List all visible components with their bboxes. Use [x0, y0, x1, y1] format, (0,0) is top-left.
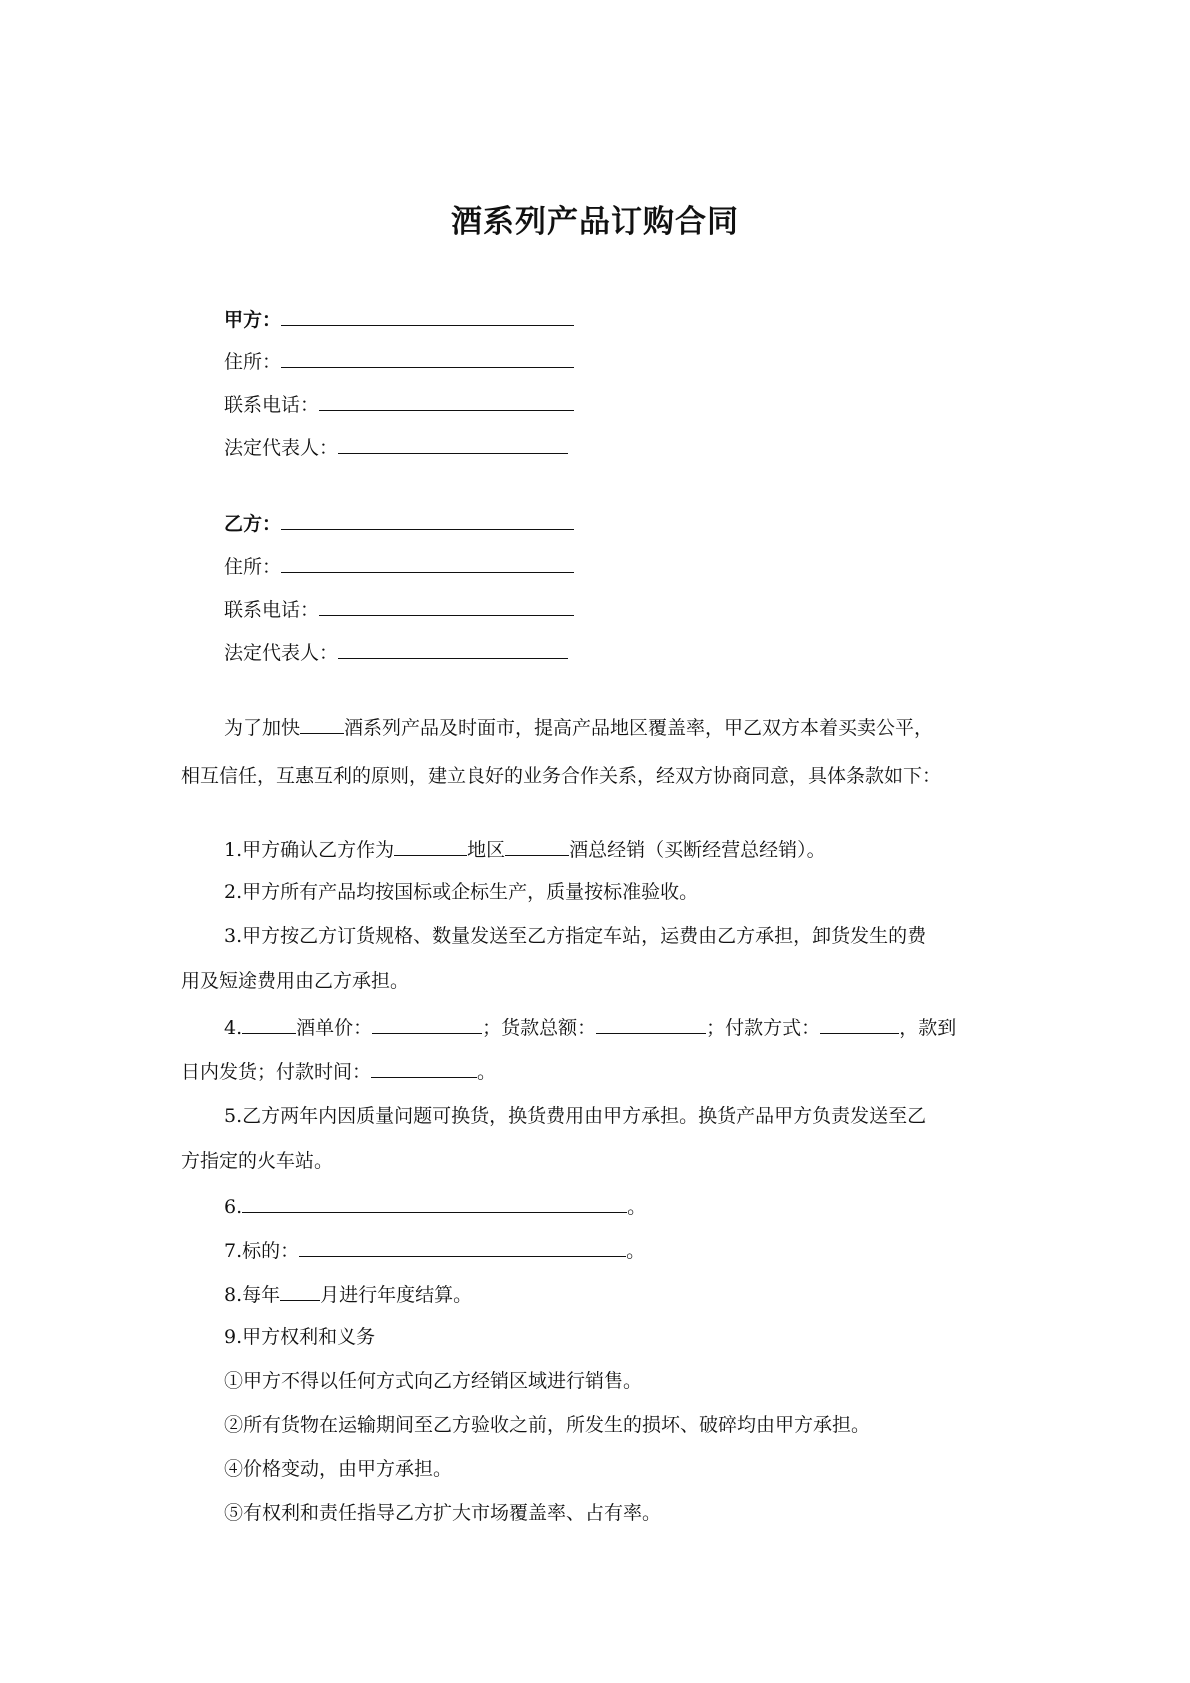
party-b-phone-blank[interactable] — [319, 596, 574, 616]
clause-1-text-c: 酒总经销（买断经营总经销）。 — [569, 839, 826, 861]
clause-4-line-1 — [224, 1014, 956, 1040]
clause-8 — [224, 1281, 472, 1307]
party-b-name-label: 乙方： — [224, 513, 282, 535]
party-b-name-line — [224, 510, 574, 536]
clause-9-heading: 9.甲方权利和义务 — [224, 1326, 376, 1348]
party-b-rep-label: 法定代表人： — [224, 642, 339, 664]
clause-1-region-blank[interactable] — [394, 836, 467, 856]
party-b-rep-line — [224, 639, 568, 665]
party-a-phone-line — [224, 391, 574, 417]
clause-9-item-5: ⑤有权利和责任指导乙方扩大市场覆盖率、占有率。 — [224, 1502, 662, 1524]
party-a-address-line — [224, 348, 574, 374]
clause-5-line-2: 方指定的火车站。 — [181, 1150, 334, 1172]
clause-4-text-b: 酒单价： — [296, 1017, 373, 1039]
clause-6-text-a: 6. — [224, 1196, 243, 1218]
clause-7-text-a: 7.标的： — [224, 1240, 300, 1262]
party-a-phone-label: 联系电话： — [224, 394, 320, 416]
clause-3-line-2: 用及短途费用由乙方承担。 — [181, 970, 410, 992]
clause-1-product-blank[interactable] — [505, 836, 569, 856]
party-a-rep-label: 法定代表人： — [224, 437, 339, 459]
party-a-address-blank[interactable] — [281, 348, 574, 368]
clause-8-text-a: 8.每年 — [224, 1284, 281, 1306]
clause-4-text-g: 。 — [477, 1061, 497, 1083]
intro-brand-blank[interactable] — [300, 714, 344, 734]
clause-8-month-blank[interactable] — [280, 1281, 320, 1301]
party-b-rep-blank[interactable] — [338, 639, 568, 659]
party-a-phone-blank[interactable] — [319, 391, 574, 411]
party-a-name-line — [224, 306, 574, 332]
party-a-name-blank[interactable] — [281, 306, 574, 326]
clause-4-line-2 — [181, 1058, 496, 1084]
intro-line-1 — [224, 714, 933, 740]
page-title: 酒系列产品订购合同 — [451, 204, 739, 240]
clause-7-blank[interactable] — [299, 1237, 626, 1257]
clause-4-text-a: 4. — [224, 1017, 243, 1039]
clause-4-price-blank[interactable] — [372, 1014, 482, 1034]
party-b-address-blank[interactable] — [281, 553, 574, 573]
intro-prefix: 为了加快 — [224, 717, 301, 739]
clause-2: 2.甲方所有产品均按国标或企标生产，质量按标准验收。 — [224, 881, 699, 903]
clause-4-text-e: ，款到 — [899, 1017, 957, 1039]
clause-6 — [224, 1193, 646, 1219]
party-a-rep-line — [224, 434, 568, 460]
clause-1-text-b: 地区 — [467, 839, 506, 861]
clause-4-text-f: 日内发货；付款时间： — [181, 1061, 372, 1083]
intro-line-2: 相互信任，互惠互利的原则，建立良好的业务合作关系，经双方协商同意，具体条款如下： — [181, 765, 942, 787]
clause-4-time-blank[interactable] — [371, 1058, 477, 1078]
clause-9-item-1: ①甲方不得以任何方式向乙方经销区域进行销售。 — [224, 1370, 643, 1392]
clause-7-text-b: 。 — [626, 1240, 646, 1262]
party-b-name-blank[interactable] — [281, 510, 574, 530]
party-a-address-label: 住所： — [224, 351, 282, 373]
clause-1 — [224, 836, 826, 862]
party-b-address-label: 住所： — [224, 556, 282, 578]
clause-6-blank[interactable] — [242, 1193, 627, 1213]
intro-suffix: 酒系列产品及时面市，提高产品地区覆盖率，甲乙双方本着买卖公平， — [344, 717, 934, 739]
clause-4-text-d: ；付款方式： — [706, 1017, 821, 1039]
clause-6-text-b: 。 — [627, 1196, 647, 1218]
party-b-address-line — [224, 553, 574, 579]
clause-9-item-4: ④价格变动，由甲方承担。 — [224, 1458, 453, 1480]
party-b-phone-label: 联系电话： — [224, 599, 320, 621]
clause-3-line-1: 3.甲方按乙方订货规格、数量发送至乙方指定车站，运费由乙方承担，卸货发生的费 — [224, 925, 927, 947]
clause-8-text-b: 月进行年度结算。 — [320, 1284, 473, 1306]
clause-4-method-blank[interactable] — [820, 1014, 899, 1034]
clause-1-text-a: 1.甲方确认乙方作为 — [224, 839, 395, 861]
clause-9-item-2: ②所有货物在运输期间至乙方验收之前，所发生的损坏、破碎均由甲方承担。 — [224, 1414, 871, 1436]
clause-4-text-c: ；货款总额： — [482, 1017, 597, 1039]
clause-5-line-1: 5.乙方两年内因质量问题可换货，换货费用由甲方承担。换货产品甲方负责发送至乙 — [224, 1105, 927, 1127]
party-b-phone-line — [224, 596, 574, 622]
clause-7 — [224, 1237, 645, 1263]
party-a-name-label: 甲方： — [224, 309, 282, 331]
party-a-rep-blank[interactable] — [338, 434, 568, 454]
clause-4-product-blank[interactable] — [242, 1014, 296, 1034]
clause-4-total-blank[interactable] — [596, 1014, 706, 1034]
